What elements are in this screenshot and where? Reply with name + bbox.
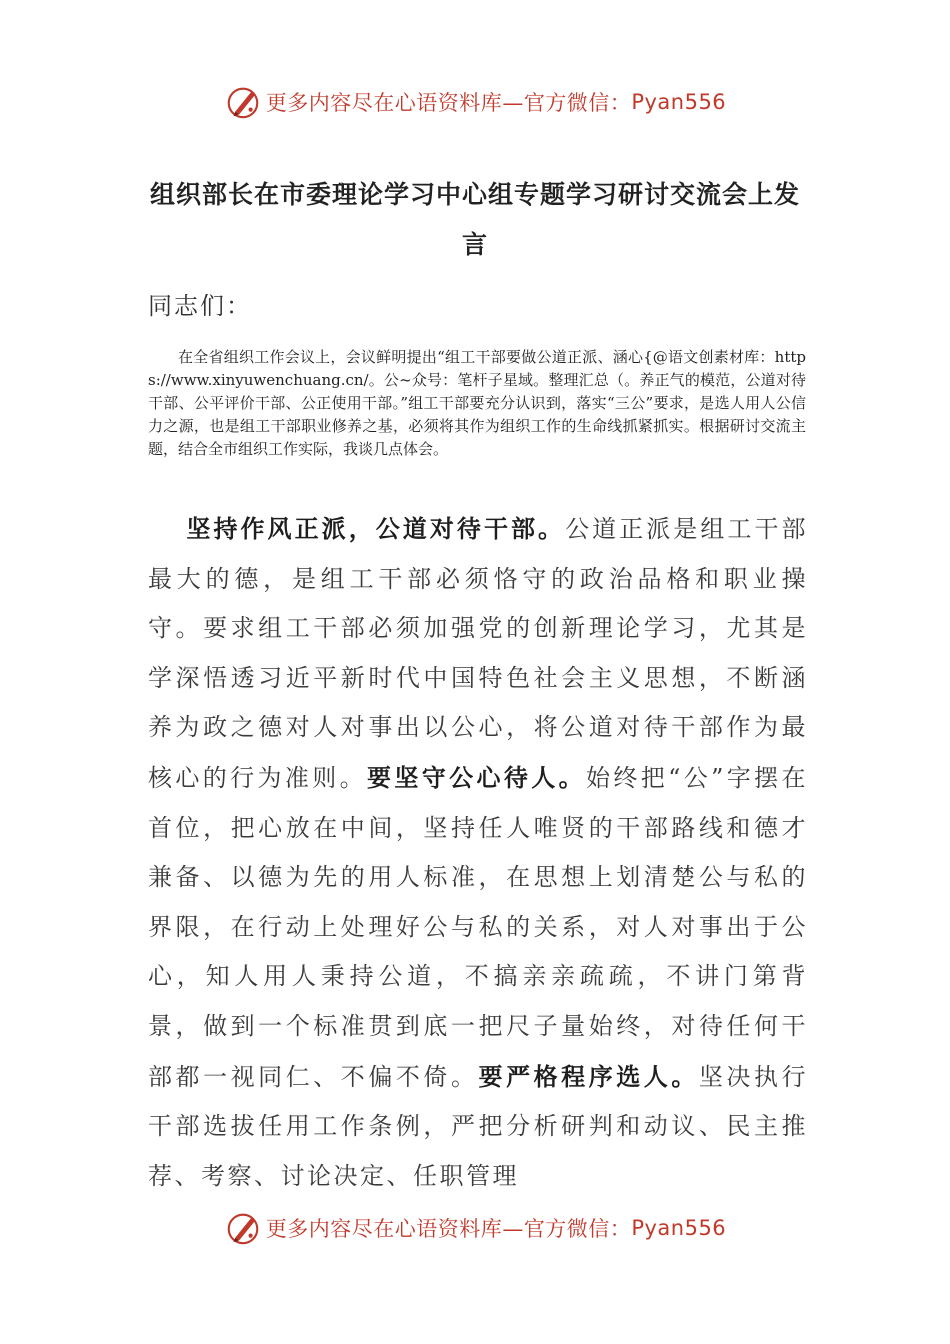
point2-text: 坚决执行干部选拔任用工作条例，严把分析研判和动议、民主推荐、考察、讨论决定、任职管理 xyxy=(148,1062,809,1190)
banner-contact-label: —官方微信： xyxy=(502,1217,632,1241)
intro-paragraph: 在全省组织工作会议上，会议鲜明提出“组工干部要做公道正派、涵心{@语文创素材库：https://www.xinyuwenchuang.cn/。公~众号：笔杆子星域。整理汇总（。养正气的模范，公道对待干部、公平评价干部、公正使用干部。”组工干部要充分认识到，落实“三公”要求，是选人用人公信力之源，也是组工干部职业修养之基，必须将其作为组织工作的生命线抓紧抓实。根据研讨交流主题，结合全市组织工作实际，我谈几点体会。 xyxy=(148,348,806,458)
pen-logo-icon xyxy=(224,83,262,121)
banner-text: 更多内容尽在心语资料库 xyxy=(265,91,503,115)
banner-text: 更多内容尽在心语资料库 xyxy=(265,1217,503,1241)
footer-banner xyxy=(0,1208,950,1248)
banner-wechat-id: Pyan556 xyxy=(631,90,727,114)
body-paragraph xyxy=(148,504,808,1201)
section1-heading: 坚持作风正派，公道对待干部。 xyxy=(186,514,566,543)
banner-contact-label: —官方微信： xyxy=(502,91,632,115)
pen-logo-icon xyxy=(224,1209,262,1247)
section1-text: 公道正派是组工干部最大的德，是组工干部必须恪守的政治品格和职业操守。要求组工干部必须加强党的创新理论学习，尤其是学深悟透习近平新时代中国特色社会主义思想，不断涵养为政之德对人对事出以公心，将公道对待干部作为最核心的行为准则。 xyxy=(148,515,809,792)
header-banner xyxy=(0,82,950,122)
point2-heading: 要严格程序选人。 xyxy=(478,1061,699,1091)
point1-heading: 要坚守公心待人。 xyxy=(366,762,586,792)
point1-text: 始终把“公”字摆在首位，把心放在中间，坚持任人唯贤的干部路线和德才兼备、以德为先的用人标准，在思想上划清楚公与私的界限，在行动上处理好公与私的关系，对人对事出于公心，知人用人秉持公道，不搞亲亲疏疏，不讲门第背景，做到一个标准贯到底一把尺子量始终，对待任何干部都一视同仁、不偏不倚。 xyxy=(148,763,808,1091)
salutation: 同志们： xyxy=(148,292,252,320)
banner-wechat-id: Pyan556 xyxy=(631,1216,727,1240)
document-title: 组织部长在市委理论学习中心组专题学习研讨交流会上发言 xyxy=(149,180,800,259)
